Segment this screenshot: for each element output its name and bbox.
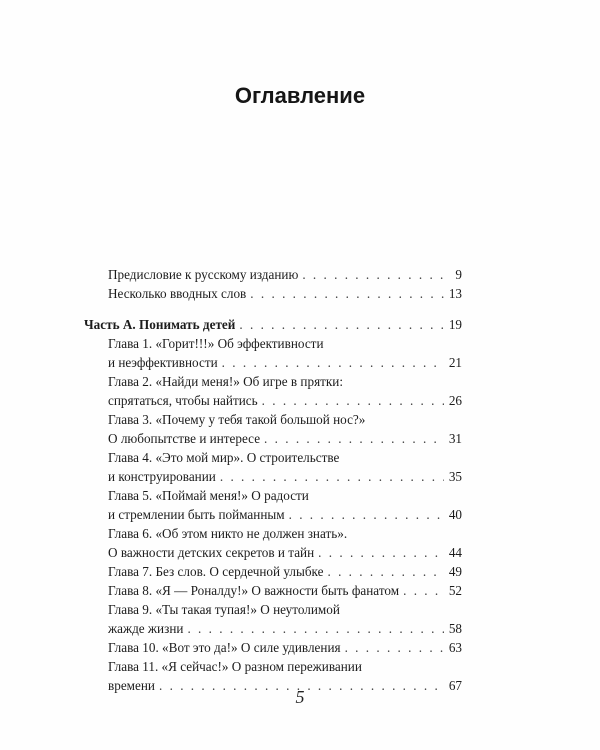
toc-entry-title: спрятаться, чтобы найтись xyxy=(108,393,258,408)
toc-chapter-line xyxy=(84,600,462,619)
dot-leader xyxy=(187,619,444,638)
toc-chapter-line xyxy=(84,657,462,676)
toc-entry-title: Глава 6. «Об этом никто не должен знать». xyxy=(108,526,348,541)
toc-entry-title: и неэффективности xyxy=(108,355,218,370)
toc-page-number: 35 xyxy=(448,469,462,484)
toc-entry-title: Глава 10. «Вот это да!» О силе удивления xyxy=(108,640,341,655)
toc-chapter-line xyxy=(84,372,462,391)
toc-chapter-line xyxy=(84,334,462,353)
toc-page-number: 58 xyxy=(448,621,462,636)
toc-entry-title: Глава 2. «Найди меня!» Об игре в прятки: xyxy=(108,374,344,389)
toc-page-number: 63 xyxy=(448,640,462,655)
toc-page-number: 49 xyxy=(448,564,462,579)
dot-leader xyxy=(239,315,444,334)
toc-entry-title: Глава 7. Без слов. О сердечной улыбке xyxy=(108,564,324,579)
toc-entry-title: жажде жизни xyxy=(108,621,184,636)
toc-entry-title: О важности детских секретов и тайн xyxy=(108,545,315,560)
toc-entry-title: Глава 1. «Горит!!!» Об эффективности xyxy=(108,336,324,351)
table-of-contents xyxy=(84,265,462,695)
dot-leader xyxy=(318,543,444,562)
toc-entry-title: Глава 4. «Это мой мир». О строительстве xyxy=(108,450,340,465)
toc-entry-title: времени xyxy=(108,678,155,693)
toc-entry-title: О любопытстве и интересе xyxy=(108,431,261,446)
dot-leader xyxy=(289,505,444,524)
toc-entry-title: Глава 9. «Ты такая тупая!» О неутолимой xyxy=(108,602,340,617)
dot-leader xyxy=(220,467,444,486)
toc-chapter-line xyxy=(84,638,462,657)
toc-chapter-line xyxy=(84,467,462,486)
toc-chapter-line xyxy=(84,562,462,581)
toc-entry-title: Глава 5. «Поймай меня!» О радости xyxy=(108,488,309,503)
toc-page-number: 52 xyxy=(448,583,462,598)
toc-part-a xyxy=(84,315,462,334)
toc-chapter-line xyxy=(84,353,462,372)
toc-chapter-line xyxy=(84,429,462,448)
toc-page-number: 13 xyxy=(448,286,462,301)
toc-entry-preface xyxy=(108,265,462,284)
toc-entry-intro xyxy=(108,284,462,303)
dot-leader xyxy=(262,391,444,410)
chapter-list xyxy=(84,334,462,695)
dot-leader xyxy=(222,353,444,372)
toc-chapter-line xyxy=(84,410,462,429)
toc-page-number: 31 xyxy=(448,431,462,446)
dot-leader xyxy=(250,284,444,303)
toc-chapter-line xyxy=(84,486,462,505)
page-title: Оглавление xyxy=(234,83,366,108)
toc-chapter-line xyxy=(84,543,462,562)
toc-entry-title: Глава 8. «Я — Роналду!» О важности быть фанатом xyxy=(108,583,400,598)
toc-page-number: 21 xyxy=(448,355,462,370)
toc-page-number: 40 xyxy=(448,507,462,522)
toc-chapter-line xyxy=(84,524,462,543)
toc-chapter-line xyxy=(84,505,462,524)
part-title: Часть А. Понимать детей xyxy=(84,317,236,332)
toc-entry-title: Предисловие к русскому изданию xyxy=(108,267,299,282)
toc-chapter-line xyxy=(84,448,462,467)
toc-chapter-line xyxy=(84,619,462,638)
toc-entry-title: Глава 3. «Почему у тебя такой большой нос?» xyxy=(108,412,366,427)
toc-entry-title: и стремлении быть пойманным xyxy=(108,507,285,522)
dot-leader xyxy=(327,562,444,581)
toc-page-number: 26 xyxy=(448,393,462,408)
toc-entry-title: и конструировании xyxy=(108,469,216,484)
dot-leader xyxy=(345,638,444,657)
toc-page-number: 44 xyxy=(448,545,462,560)
page-number: 5 xyxy=(295,687,305,707)
toc-chapter-line xyxy=(84,581,462,600)
dot-leader xyxy=(403,581,444,600)
toc-entry-title: Несколько вводных слов xyxy=(108,286,247,301)
toc-page-number: 19 xyxy=(448,317,462,332)
dot-leader xyxy=(302,265,444,284)
toc-page-number: 67 xyxy=(448,678,462,693)
toc-chapter-line xyxy=(84,391,462,410)
dot-leader xyxy=(264,429,444,448)
toc-entry-title: Глава 11. «Я сейчас!» О разном переживании xyxy=(108,659,362,674)
toc-page-number: 9 xyxy=(455,267,462,282)
